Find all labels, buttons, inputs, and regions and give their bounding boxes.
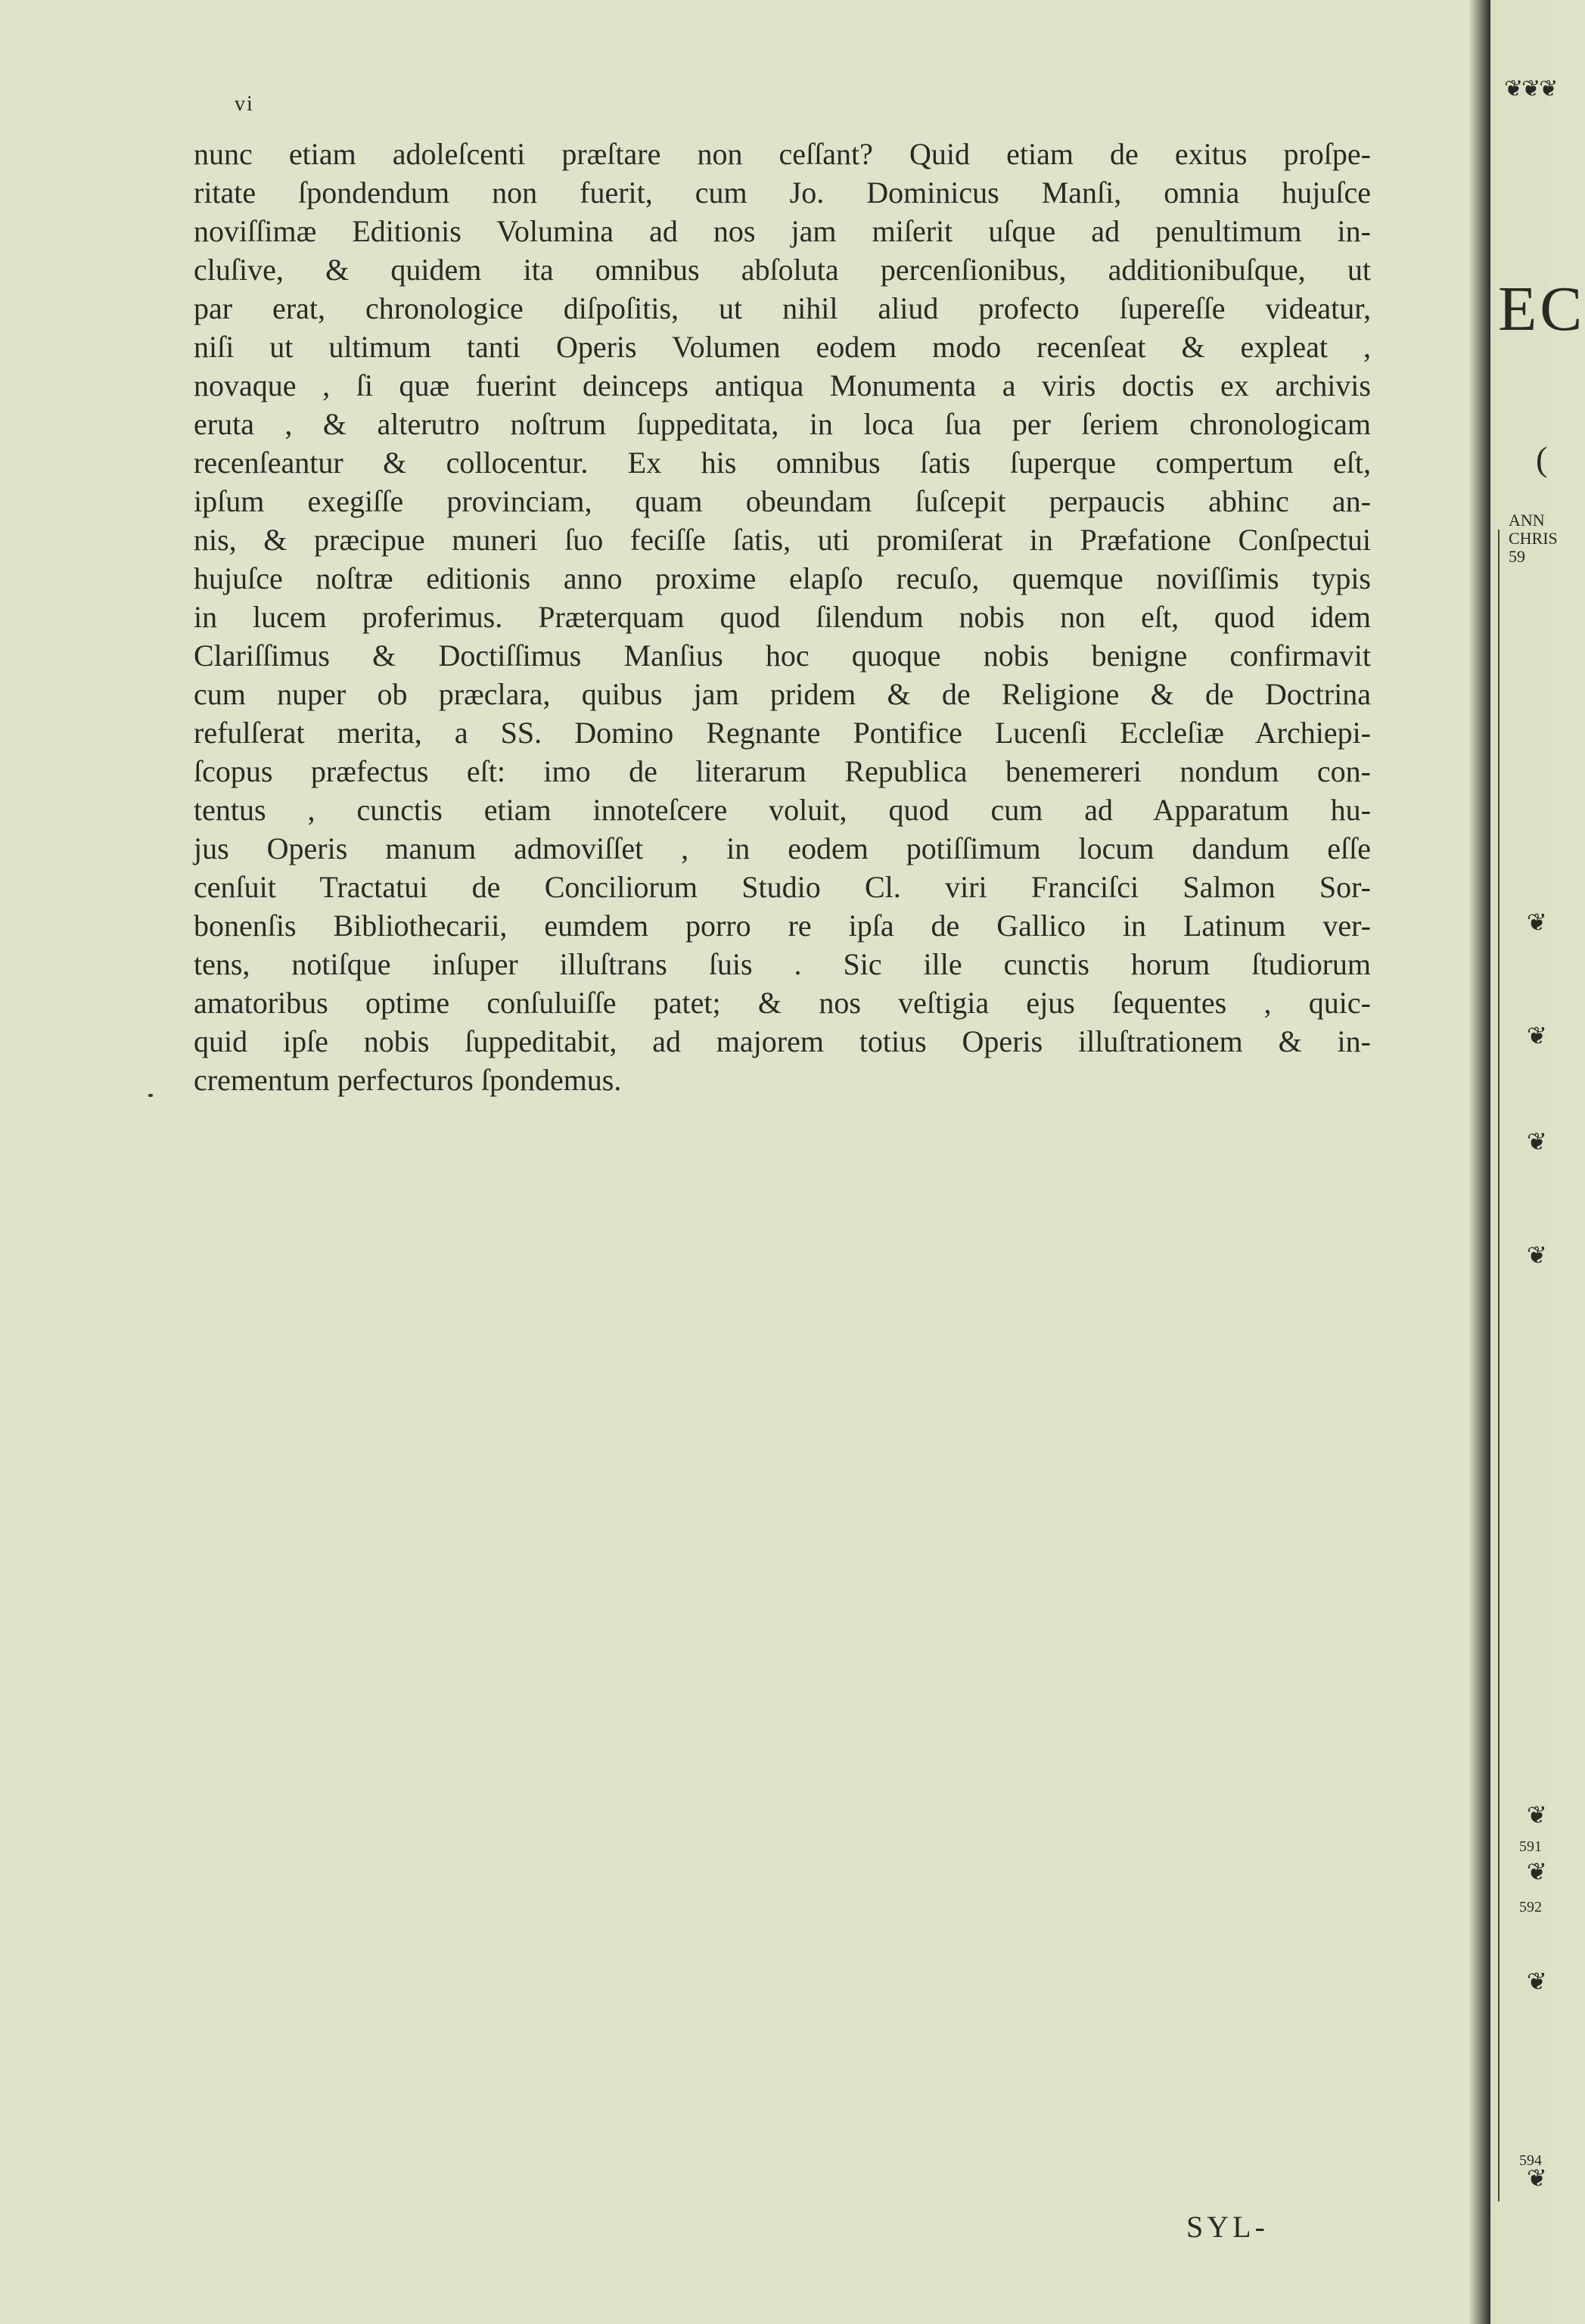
text-line: nis, & præcipue muneri ſuo feciſſe ſatis, uti promiſerat in Præfatione Conſpectui — [194, 523, 1371, 557]
fleuron-icon: ❦ — [1527, 1128, 1547, 1155]
paren-fragment: ( — [1536, 440, 1548, 478]
text-line: novaque , ſi quæ fuerint deinceps antiqua Monumenta a viris doctis ex archivis — [194, 368, 1371, 402]
text-line: noviſſimæ Editionis Volumina ad nos jam miſerit uſque ad penultimum in- — [194, 214, 1371, 248]
text-line: tentus , cunctis etiam innoteſcere voluit, quod cum ad Apparatum hu- — [194, 793, 1371, 827]
header-ornament: ❦❦❦ — [1504, 76, 1557, 101]
text-line: bonenſis Bibliothecarii, eumdem porro re ipſa de Gallico in Latinum ver- — [194, 909, 1371, 943]
text-line: cum nuper ob præclara, quibus jam pridem & de Religione & de Doctrina — [194, 677, 1371, 711]
title-fragment: EC — [1498, 274, 1585, 344]
text-line: tens, notiſque inſuper illuſtrans ſuis . Sic ille cunctis horum ſtudiorum — [194, 947, 1371, 981]
text-line: Clariſſimus & Doctiſſimus Manſius hoc quoque nobis benigne confirmavit — [194, 638, 1371, 673]
margin-rule — [1498, 530, 1500, 2201]
text-line: niſi ut ultimum tanti Operis Volumen eodem modo recenſeat & expleat , — [194, 330, 1371, 364]
page-number: vi — [235, 92, 254, 116]
text-line: refulſerat merita, a SS. Domino Regnante Pontifice Lucenſi Eccleſiæ Archiepi- — [194, 716, 1371, 750]
text-line: ſcopus præfectus eſt: imo de literarum Republica benemereri nondum con- — [194, 754, 1371, 788]
text-line: ipſum exegiſſe provinciam, quam obeundam ſuſcepit perpaucis abhinc an- — [194, 484, 1371, 518]
fleuron-icon: ❦ — [1527, 2164, 1547, 2192]
facing-page-edge — [1490, 0, 1585, 2324]
text-line: amatoribus optime conſuluiſſe patet; & nos veſtigia ejus ſequentes , quic- — [194, 986, 1371, 1020]
fleuron-icon: ❦ — [1527, 1801, 1547, 1828]
text-line: nunc etiam adoleſcenti præſtare non ceſſant? Quid etiam de exitus proſpe- — [194, 137, 1371, 171]
margin-number: 591 — [1519, 1838, 1542, 1855]
catchword: SYL- — [1186, 2210, 1269, 2244]
text-line: cluſive, & quidem ita omnibus abſoluta percenſionibus, additionibuſque, ut — [194, 253, 1371, 287]
book-gutter — [1469, 0, 1490, 2324]
text-line: ritate ſpondendum non fuerit, cum Jo. Dominicus Manſi, omnia hujuſce — [194, 176, 1371, 210]
text-line: quid ipſe nobis ſuppeditabit, ad majorem totius Operis illuſtrationem & in- — [194, 1024, 1371, 1058]
margin-number: 594 — [1519, 2152, 1542, 2169]
text-line: par erat, chronologice diſpoſitis, ut nihil aliud profecto ſupereſſe videatur, — [194, 291, 1371, 325]
fleuron-icon: ❦ — [1527, 1968, 1547, 1995]
text-line: recenſeantur & collocentur. Ex his omnibus ſatis ſuperque compertum eſt, — [194, 446, 1371, 480]
text-line: jus Operis manum admoviſſet , in eodem potiſſimum locum dandum eſſe — [194, 831, 1371, 865]
fleuron-icon: ❦ — [1527, 1022, 1547, 1049]
margin-number: 592 — [1519, 1899, 1542, 1915]
fleuron-icon: ❦ — [1527, 1241, 1547, 1269]
text-line: eruta , & alterutro noſtrum ſuppeditata, in loca ſua per ſeriem chronologicam — [194, 407, 1371, 441]
text-line: crementum perfecturos ſpondemus. — [194, 1063, 622, 1097]
fleuron-icon: ❦ — [1527, 1858, 1547, 1885]
body-text — [194, 135, 1371, 1099]
fleuron-icon: ❦ — [1527, 909, 1547, 936]
text-line: in lucem proferimus. Præterquam quod ſilendum nobis non eſt, quod idem — [194, 600, 1371, 634]
text-line: cenſuit Tractatui de Conciliorum Studio Cl. viri Franciſci Salmon Sor- — [194, 870, 1371, 904]
margin-label: ANN CHRIS 59 — [1509, 511, 1558, 566]
text-line: hujuſce noſtræ editionis anno proxime elapſo recuſo, quemque noviſſimis typis — [194, 561, 1371, 595]
stray-mark — [148, 1094, 153, 1097]
